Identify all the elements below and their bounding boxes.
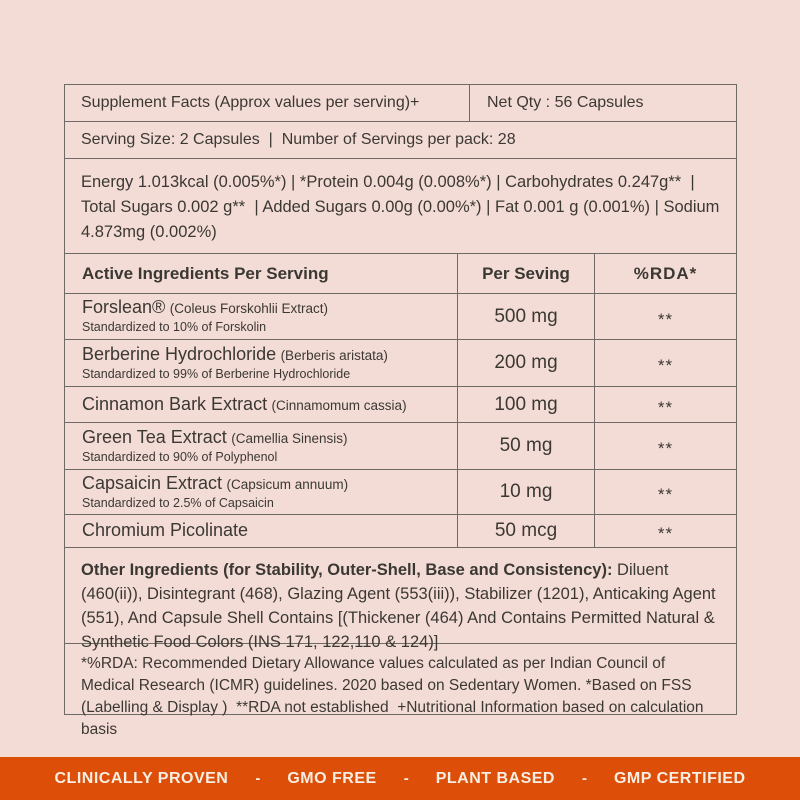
ingredient-amount: 10 mg xyxy=(457,470,594,514)
ingredient-latin-name: (Coleus Forskohlii Extract) xyxy=(169,301,329,317)
macronutrients-row xyxy=(65,158,736,253)
ingredient-row xyxy=(65,469,736,514)
ingredient-latin-name: (Capsicum annuum) xyxy=(226,476,349,492)
serving-size-row xyxy=(65,121,736,158)
ingredient-standardization-note: Standardized to 10% of Forskolin xyxy=(82,320,267,335)
ingredient-rda: ** xyxy=(594,387,736,422)
ingredient-rows-container xyxy=(65,293,736,547)
ingredient-row xyxy=(65,339,736,386)
ingredient-name-cell xyxy=(65,423,457,469)
ingredient-name-cell xyxy=(65,515,457,547)
ingredient-rda: ** xyxy=(594,294,736,339)
footer-item: GMP CERTIFIED xyxy=(613,769,746,787)
ingredient-name: Cinnamon Bark Extract xyxy=(82,393,268,414)
other-ingredients-row xyxy=(65,547,736,651)
supplement-facts-title: Supplement Facts (Approx values per serving)+ xyxy=(81,94,420,111)
ingredient-rda: ** xyxy=(594,340,736,386)
other-ingredients-text xyxy=(65,548,736,651)
ingredient-latin-name: (Cinnamomum cassia) xyxy=(271,397,407,413)
macronutrients-text: Energy 1.013kcal (0.005%*) | *Protein 0.004g (0.008%*) | Carbohydrates 0.247g** | Total Sugars 0.002 g** | Added Sugars 0.00g (0.00%*) | Fat 0.001 g (0.001%) | Sodium 4.873mg (0.002%) xyxy=(81,173,725,241)
ingredient-latin-name: (Camellia Sinensis) xyxy=(231,430,348,446)
header-rda: %RDA* xyxy=(594,254,736,293)
ingredient-standardization-note: Standardized to 2.5% of Capsaicin xyxy=(82,495,274,510)
ingredient-row xyxy=(65,422,736,469)
supplement-facts-table xyxy=(64,84,737,738)
ingredient-name-cell xyxy=(65,294,457,339)
ingredient-standardization-note: Standardized to 99% of Berberine Hydrochloride xyxy=(82,366,351,381)
ingredient-amount: 100 mg xyxy=(457,387,594,422)
ingredient-amount: 50 mcg xyxy=(457,515,594,547)
footer-separator: - xyxy=(403,770,409,787)
rda-footnote-text: *%RDA: Recommended Dietary Allowance values calculated as per Indian Council of Medical Research (ICMR) guidelines. 2020 based on Sedentary Women. *Based on FSS (Labelling & Display ) **RDA not established +Nutritional Information based on calculation basis xyxy=(81,655,708,738)
other-ingredients-lead: Other Ingredients (for Stability, Outer-Shell, Base and Consistency): xyxy=(81,561,613,579)
net-quantity: Net Qty : 56 Capsules xyxy=(469,85,736,121)
title-row xyxy=(65,85,736,121)
ingredient-standardization-note: Standardized to 90% of Polyphenol xyxy=(82,449,278,464)
ingredient-name: Green Tea Extract xyxy=(82,426,227,447)
ingredient-row xyxy=(65,293,736,339)
footer-separator: - xyxy=(581,770,587,787)
footer-item: GMO FREE xyxy=(287,769,377,787)
ingredient-amount: 200 mg xyxy=(457,340,594,386)
footnote-row xyxy=(65,643,736,738)
ingredient-rda: ** xyxy=(594,423,736,469)
certification-bar xyxy=(0,757,800,800)
ingredient-name: Capsaicin Extract xyxy=(82,472,223,493)
ingredients-header-row xyxy=(65,253,736,293)
serving-size-text: Serving Size: 2 Capsules | Number of Servings per pack: 28 xyxy=(81,131,516,148)
ingredient-name-cell xyxy=(65,470,457,514)
other-ingredients-list: Diluent (460(ii)), Disintegrant (468), Glazing Agent (553(iii)), Stabilizer (1201), Anticaking Agent (551), And Capsule Shell Contains [(Thickener (464) And Contains Permitted Natural & Synthetic Food Colors (INS 171, 122,110 & 124)] xyxy=(81,561,716,651)
ingredient-rda: ** xyxy=(594,515,736,547)
footer-item: PLANT BASED xyxy=(435,769,555,787)
ingredient-name: Berberine Hydrochloride xyxy=(82,343,277,364)
header-active-ingredients: Active Ingredients Per Serving xyxy=(82,263,329,283)
footer-item: CLINICALLY PROVEN xyxy=(54,769,229,787)
footer-separator: - xyxy=(255,770,261,787)
ingredient-name: Chromium Picolinate xyxy=(82,520,249,541)
ingredient-amount: 500 mg xyxy=(457,294,594,339)
ingredient-latin-name: (Berberis aristata) xyxy=(280,347,388,363)
ingredient-amount: 50 mg xyxy=(457,423,594,469)
ingredient-name-cell xyxy=(65,387,457,422)
ingredient-row xyxy=(65,514,736,547)
header-per-serving: Per Seving xyxy=(457,254,594,293)
ingredient-row xyxy=(65,386,736,422)
ingredient-name-cell xyxy=(65,340,457,386)
ingredient-rda: ** xyxy=(594,470,736,514)
ingredient-name: Forslean® xyxy=(82,297,166,318)
